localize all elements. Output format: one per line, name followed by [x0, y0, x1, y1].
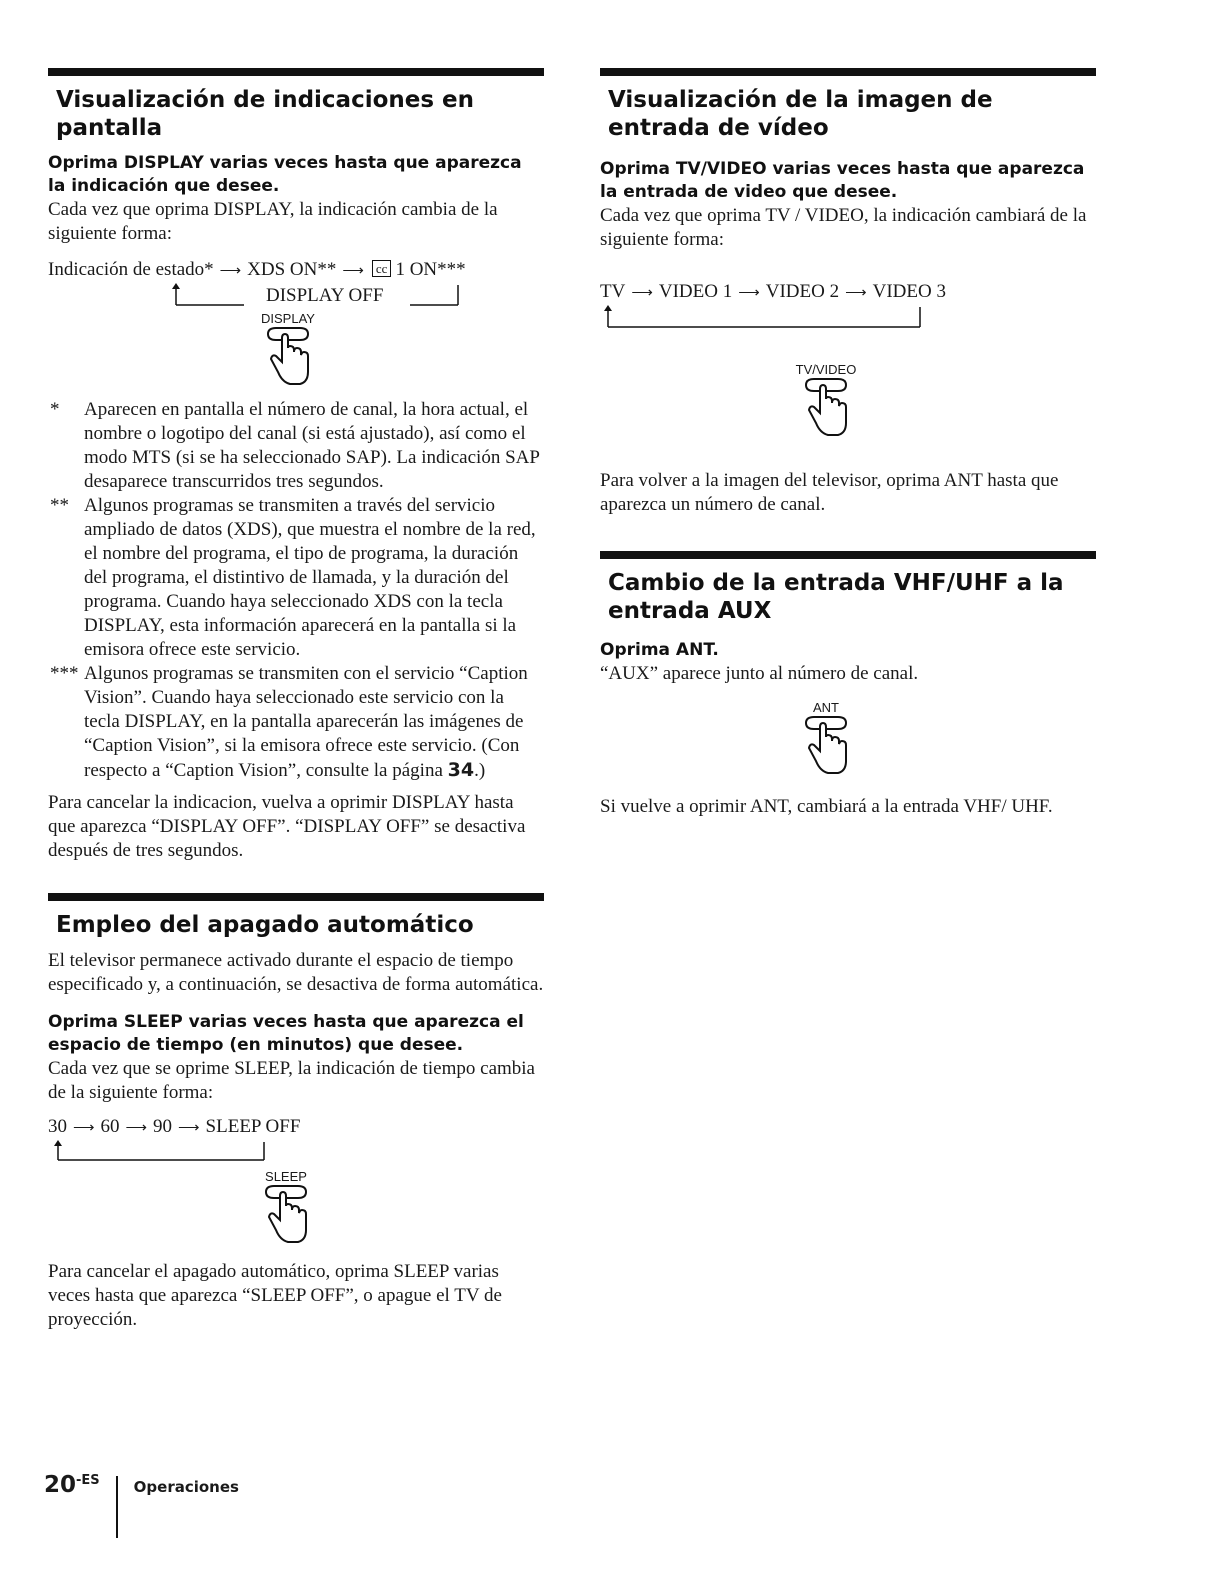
instruction-sleep: Oprima SLEEP varias veces hasta que aparezca el espacio de tiempo (en minutos) que desee. [48, 1012, 524, 1055]
right-arrow-icon: ⟶ [342, 263, 364, 279]
seq-item: TV [600, 281, 626, 302]
display-button-figure [228, 311, 348, 388]
page-number: $20^{-ES}$ [44, 1472, 100, 1498]
footer-section-name: Operaciones [133, 1478, 239, 1496]
tvvideo-button-figure [766, 362, 886, 439]
footnote: *** Algunos programas se transmiten con el servicio “Caption Vision”. Cuando haya seleccionado este servicio con la tecla DISPLAY, en la pantalla aparecerán las imágenes de “Caption Vision”, si la emisora ofrece este servicio. (Con respecto a “Caption Vision”, consulte la página 34.) [50, 663, 528, 781]
section-rule [600, 551, 1096, 559]
body-sleep: El televisor permanece activado durante el espacio de tiempo especificado y, a continuación, se desactiva de forma automática. [48, 950, 544, 995]
seq-item: 30 [48, 1116, 67, 1137]
cc-icon: cc [372, 260, 392, 277]
hand-pressing-button-icon [800, 715, 852, 777]
footnote: * Aparecen en pantalla el número de canal, la hora actual, el nombre o logotipo del canal (si está ajustado), así como el modo MTS (si se ha seleccionado SAP). La indicación SAP desaparece transcurridos tres segundos. [50, 399, 540, 492]
left-column [48, 68, 544, 1332]
again-ant-text: Si vuelve a oprimir ANT, cambiará a la entrada VHF/ UHF. [600, 796, 1053, 817]
seq-item: 90 [153, 1116, 173, 1137]
instruction-video: Oprima TV/VIDEO varias veces hasta que aparezca la entrada de video que desee. [600, 159, 1085, 202]
button-label: DISPLAY [261, 311, 315, 326]
return-arrow-icon [600, 305, 940, 331]
right-arrow-icon: ⟶ [219, 263, 242, 279]
section-title-aux: Cambio de la entrada VHF/UHF a la entrada AUX [608, 570, 1064, 624]
body-video: Cada vez que oprima TV / VIDEO, la indicación cambiará de la siguiente forma: [600, 205, 1087, 250]
cancel-display-text: Para cancelar la indicacion, vuelva a oprimir DISPLAY hasta que aparezca “DISPLAY OFF”. “DISPLAY OFF” se desactiva después de tres segundos. [48, 792, 526, 861]
display-sequence-return: DISPLAY OFF [48, 283, 544, 311]
body-display: Cada vez que oprima DISPLAY, la indicación cambia de la siguiente forma: [48, 199, 498, 244]
hand-pressing-button-icon [262, 326, 314, 388]
hand-pressing-button-icon [260, 1184, 312, 1246]
button-label: ANT [813, 700, 839, 715]
section-title-video: Visualización de la imagen de entrada de vídeo [608, 87, 993, 141]
seq-item: Indicación de estado* [48, 259, 214, 280]
return-tv-text: Para volver a la imagen del televisor, oprima ANT hasta que aparezca un número de canal. [600, 470, 1059, 515]
instruction-aux: Oprima ANT. [600, 640, 719, 660]
right-arrow-icon: ⟶ [178, 1120, 200, 1136]
footnote: ** Algunos programas se transmiten a través del servicio ampliado de datos (XDS), que muestra el nombre de la red, el nombre del programa, el tipo de programa, la duración del programa, el distintivo de llamada, y la duración del programa. Cuando haya seleccionado XDS con la tecla DISPLAY, esta información aparecerá en la pantalla si la emisora ofrece este servicio. [50, 495, 536, 660]
seq-item: SLEEP OFF [205, 1116, 301, 1137]
section-rule [600, 68, 1096, 76]
return-arrow-icon [48, 1140, 288, 1164]
instruction-display: Oprima DISPLAY varias veces hasta que aparezca la indicación que desee. [48, 153, 522, 196]
seq-item: VIDEO 1 [658, 281, 733, 302]
body-sleep-2: Cada vez que se oprime SLEEP, la indicación de tiempo cambia de la siguiente forma: [48, 1058, 535, 1103]
section-title-display: Visualización de indicaciones en pantalla [56, 87, 475, 141]
seq-item: XDS ON** [247, 259, 337, 280]
cancel-sleep-text: Para cancelar el apagado automático, oprima SLEEP varias veces hasta que aparezca “SLEEP OFF”, o apague el TV de proyección. [48, 1261, 502, 1330]
section-title-sleep: Empleo del apagado automático [56, 912, 474, 938]
display-sequence [48, 258, 544, 283]
ant-button-figure [766, 700, 886, 777]
seq-item: 1 ON*** [395, 259, 466, 280]
seq-item: VIDEO 3 [872, 281, 946, 302]
button-label: SLEEP [265, 1169, 307, 1184]
sleep-sequence [48, 1115, 544, 1140]
sleep-button-figure [226, 1169, 346, 1246]
right-arrow-icon: ⟶ [73, 1120, 95, 1136]
right-arrow-icon: ⟶ [631, 285, 653, 301]
video-sequence [600, 280, 1096, 305]
body-aux: “AUX” aparece junto al número de canal. [600, 663, 919, 684]
right-arrow-icon: ⟶ [738, 285, 760, 301]
seq-item: VIDEO 2 [765, 281, 840, 302]
section-rule [48, 893, 544, 901]
right-arrow-icon: ⟶ [845, 285, 867, 301]
right-arrow-icon: ⟶ [125, 1120, 148, 1136]
seq-item: 60 [100, 1116, 120, 1137]
page-footer [44, 1472, 239, 1538]
hand-pressing-button-icon [800, 377, 852, 439]
right-column [600, 68, 1096, 819]
footer-divider [116, 1476, 118, 1538]
button-label: TV/VIDEO [795, 362, 857, 377]
page-reference-link: 34 [447, 759, 475, 781]
footnotes [48, 398, 544, 783]
section-rule [48, 68, 544, 76]
